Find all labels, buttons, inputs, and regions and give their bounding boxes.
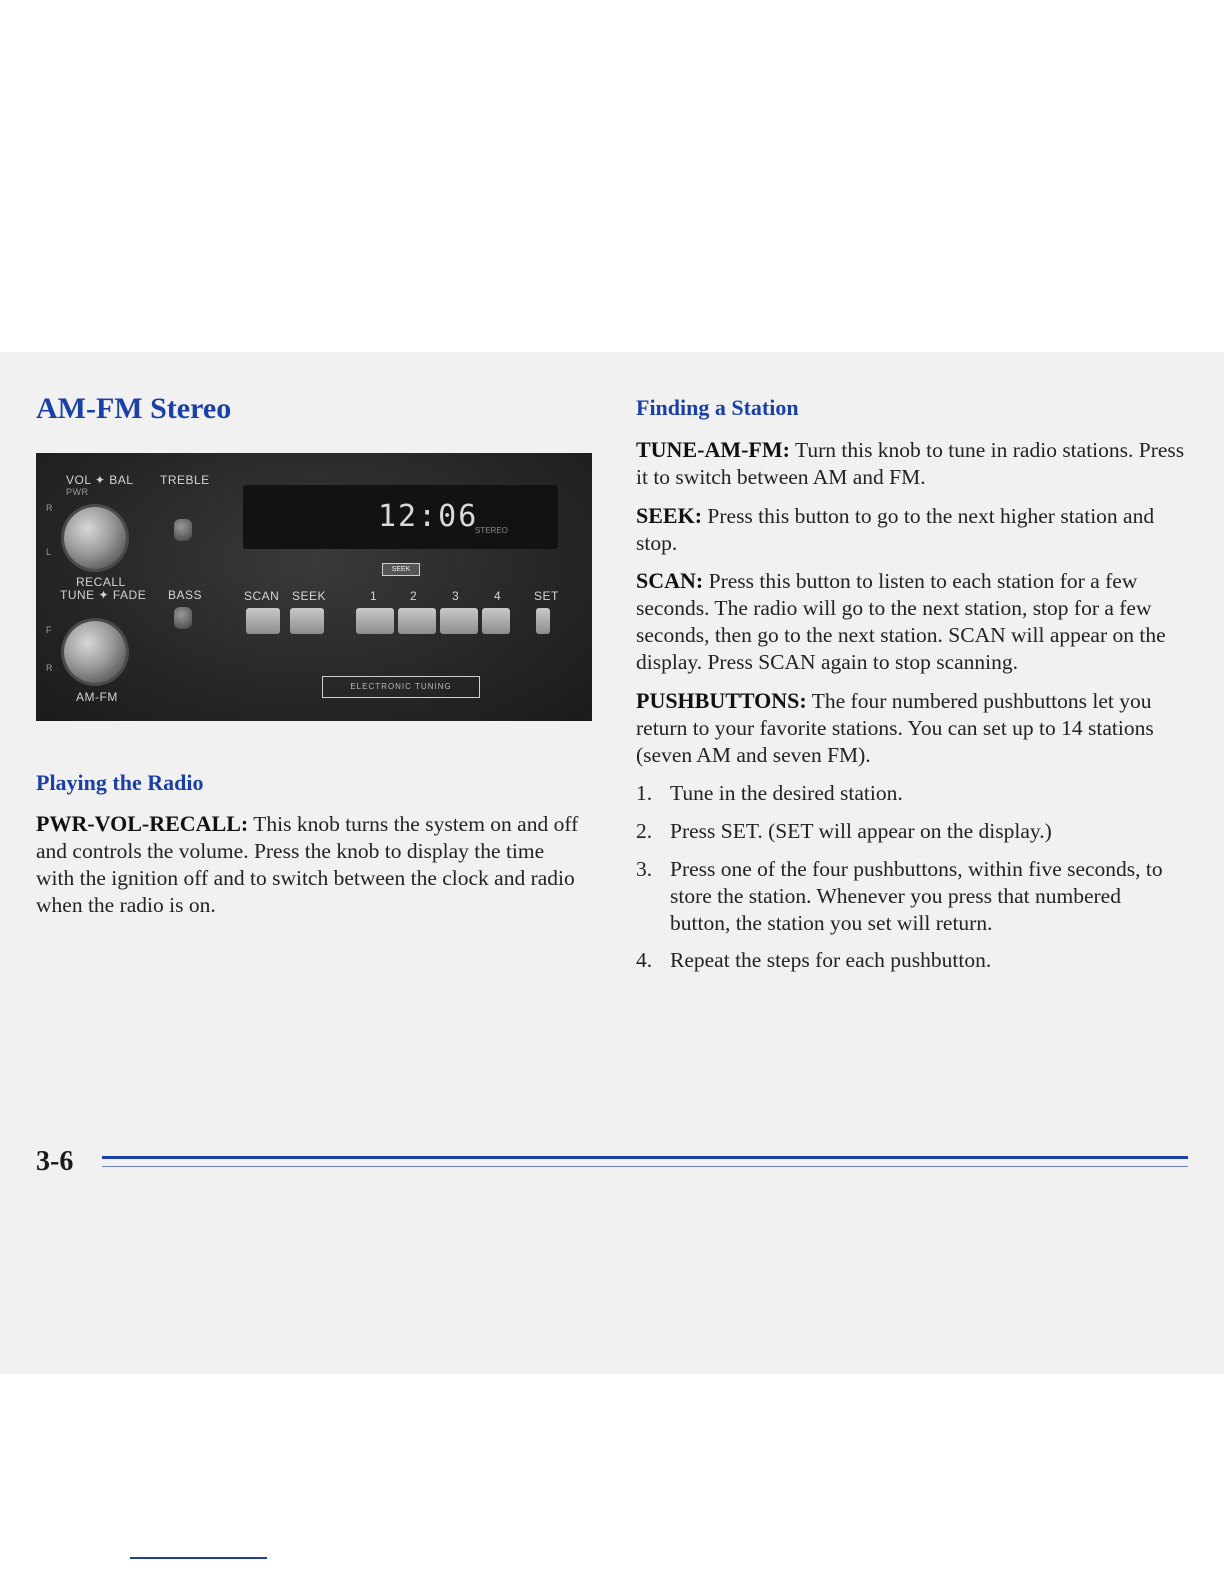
seek-paragraph	[636, 502, 1186, 557]
step-item	[636, 947, 1186, 974]
tune-am-fm-knob	[64, 621, 126, 683]
preset-4-button-image	[482, 608, 510, 634]
treble-label: TREBLE	[160, 473, 210, 487]
finding-station-heading: Finding a Station	[636, 395, 799, 420]
preset-2-label: 2	[410, 589, 418, 603]
step-number: 3.	[636, 857, 653, 881]
step-number: 2.	[636, 819, 653, 843]
page-number: 3-6	[36, 1146, 74, 1177]
step-item	[636, 818, 1186, 845]
bass-knob	[174, 607, 192, 629]
footer-rule-thin	[102, 1166, 1188, 1167]
display-clock: 12:06	[378, 499, 479, 534]
vol-bal-label: VOL ✦ BAL	[66, 473, 134, 487]
step-text: Press SET. (SET will appear on the display.)	[670, 819, 1052, 843]
recall-label: RECALL	[76, 575, 126, 589]
preset-3-button-image	[440, 608, 478, 634]
left-marker-label: L	[46, 547, 52, 557]
pushbuttons-text: The four numbered pushbuttons let you return to your favorite stations. You can set up to 14 stations (seven AM and seven FM).	[636, 689, 1154, 767]
playing-radio-heading: Playing the Radio	[36, 770, 204, 795]
scan-paragraph	[636, 567, 1186, 676]
footer-rule	[102, 1156, 1188, 1159]
step-item	[636, 856, 1186, 937]
seek-text: Press this button to go to the next higher station and stop.	[636, 504, 1155, 555]
preset-3-label: 3	[452, 589, 460, 603]
rear-marker-label: R	[46, 663, 53, 673]
tune-am-fm-text: Turn this knob to tune in radio stations. Press it to switch between AM and FM.	[636, 438, 1185, 489]
tune-fade-label: TUNE ✦ FADE	[60, 588, 147, 602]
pwr-label: PWR	[66, 487, 89, 497]
pwr-vol-recall-text: This knob turns the system on and off and controls the volume. Press the knob to display the time with the ignition off and to switch between the clock and radio when the radio is on.	[36, 812, 579, 917]
pwr-vol-recall-knob	[64, 507, 126, 569]
pwr-vol-recall-term: PWR-VOL-RECALL:	[36, 811, 249, 836]
preset-1-button-image	[356, 608, 394, 634]
bass-label: BASS	[168, 588, 203, 602]
pwr-vol-recall-paragraph	[36, 810, 586, 919]
preset-1-label: 1	[370, 589, 378, 603]
step-number: 4.	[636, 948, 653, 972]
stereo-indicator: STEREO	[475, 526, 508, 535]
radio-display	[243, 485, 558, 549]
scan-button-image	[246, 608, 280, 634]
step-item	[636, 780, 1186, 807]
set-button-image	[536, 608, 550, 634]
step-text: Repeat the steps for each pushbutton.	[670, 948, 992, 972]
section-title: AM-FM Stereo	[36, 392, 232, 425]
set-label: SET	[534, 589, 559, 603]
step-text: Tune in the desired station.	[670, 781, 903, 805]
right-marker-label: R	[46, 503, 53, 513]
step-text: Press one of the four pushbuttons, within five seconds, to store the station. Whenever you press that numbered button, the station you set will return.	[670, 857, 1163, 935]
tune-am-fm-term: TUNE-AM-FM:	[636, 437, 790, 462]
tune-am-fm-paragraph	[636, 436, 1186, 491]
am-fm-label: AM-FM	[76, 690, 118, 704]
scan-label: SCAN	[244, 589, 280, 603]
seek-button-image	[290, 608, 324, 634]
seek-term: SEEK:	[636, 503, 703, 528]
treble-knob	[174, 519, 192, 541]
pushbuttons-paragraph	[636, 687, 1186, 769]
scan-text: Press this button to listen to each station for a few seconds. The radio will go to the next station, stop for a few seconds, then go to the next station. SCAN will appear on the display. Press SCAN again to stop scanning.	[636, 569, 1166, 674]
electronic-tuning-badge: ELECTRONIC TUNING	[322, 676, 480, 698]
preset-2-button-image	[398, 608, 436, 634]
step-number: 1.	[636, 781, 653, 805]
radio-faceplate-image	[36, 453, 592, 721]
preset-4-label: 4	[494, 589, 502, 603]
seek-label: SEEK	[292, 589, 327, 603]
display-tag: SEEK	[382, 563, 420, 576]
pushbuttons-term: PUSHBUTTONS:	[636, 688, 807, 713]
front-marker-label: F	[46, 625, 52, 635]
scan-term: SCAN:	[636, 568, 704, 593]
bottom-rule	[130, 1557, 267, 1559]
